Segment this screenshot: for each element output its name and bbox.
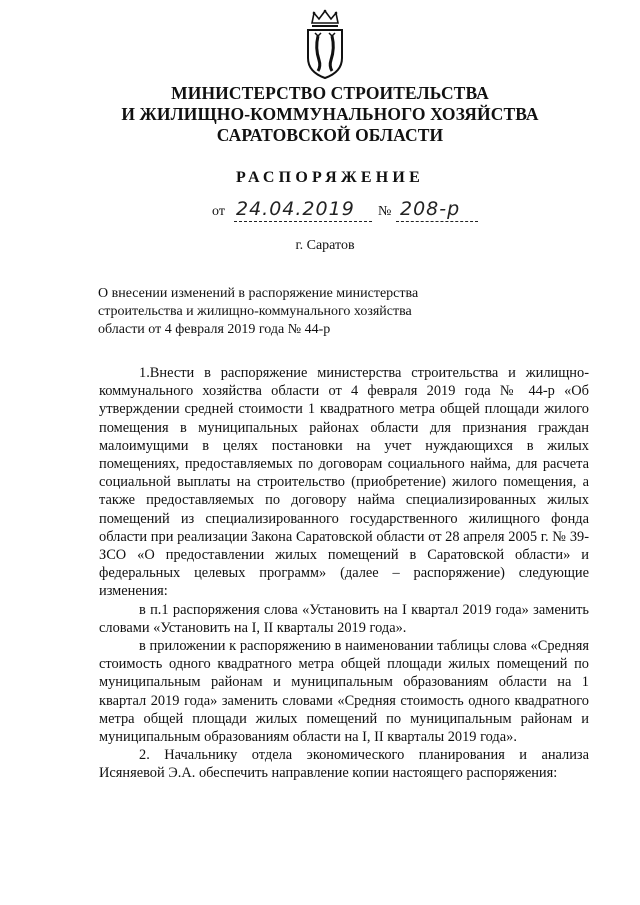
date-number-row — [212, 196, 542, 226]
ministry-name — [100, 83, 560, 146]
body-paragraph: 2. Начальнику отдела экономического планирования и анализа Исяняевой Э.А. обеспечить направление копии настоящего распоряжения: — [99, 747, 589, 782]
saratov-coat-of-arms-emblem — [298, 8, 352, 80]
body-paragraph: в п.1 распоряжения слова «Установить на I квартал 2019 года» заменить словами «Установить на I, II кварталы 2019 года». — [99, 601, 589, 636]
ministry-name-line: И ЖИЛИЩНО-КОММУНАЛЬНОГО ХОЗЯЙСТВА — [121, 104, 539, 124]
handwritten-date: 24.04.2019 — [236, 198, 355, 220]
document-body — [99, 364, 589, 783]
body-paragraph: 1.Внести в распоряжение министерства строительства и жилищно-коммунального хозяйства области от 4 февраля 2019 года № 44-р «Об утверждении средней стоимости 1 квадратного метра общей площади жилого помещения в муниципальных районах области для признания граждан малоимущими в целях постановки на учет нуждающихся в жилых помещениях, предоставляемых по договорам социального найма, для расчета социальной выплаты на строительство (приобретение) жилого помещения, а также предоставляемых по договору найма специализированных жилых помещений из специализированного государственного жилищного фонда области при реализации Закона Саратовской области от 28 апреля 2005 г. № 39-ЗСО «О предоставлении жилых помещений в Саратовской области» и федеральных целевых программ» (далее – распоряжение) следующие изменения: — [99, 365, 589, 600]
document-subject — [98, 285, 458, 339]
subject-line: О внесении изменений в распоряжение министерства — [98, 286, 419, 301]
date-underline — [234, 221, 372, 222]
number-prefix-label: № — [378, 204, 392, 219]
city-name: г. Саратов — [295, 238, 355, 253]
handwritten-number: 208-р — [400, 198, 461, 220]
date-prefix-label: от — [212, 204, 225, 219]
body-paragraph: в приложении к распоряжению в наименовании таблицы слова «Средняя стоимость одного квадратного метра общей площади жилых помещений по муниципальным районам и муниципальным образованиям области на 1 квартал 2019 года» заменить словами «Средняя стоимость одного квадратного метра общей площади жилых помещений по муниципальным районам и муниципальным образованиям области на I, II кварталы 2019 года». — [99, 638, 589, 746]
number-underline — [396, 221, 478, 222]
subject-line: области от 4 февраля 2019 года № 44-р — [98, 322, 331, 337]
subject-line: строительства и жилищно-коммунального хозяйства — [98, 304, 412, 319]
document-type-title: РАСПОРЯЖЕНИЕ — [236, 169, 424, 186]
ministry-name-line: САРАТОВСКОЙ ОБЛАСТИ — [216, 125, 444, 145]
ministry-name-line: МИНИСТЕРСТВО СТРОИТЕЛЬСТВА — [171, 83, 489, 103]
